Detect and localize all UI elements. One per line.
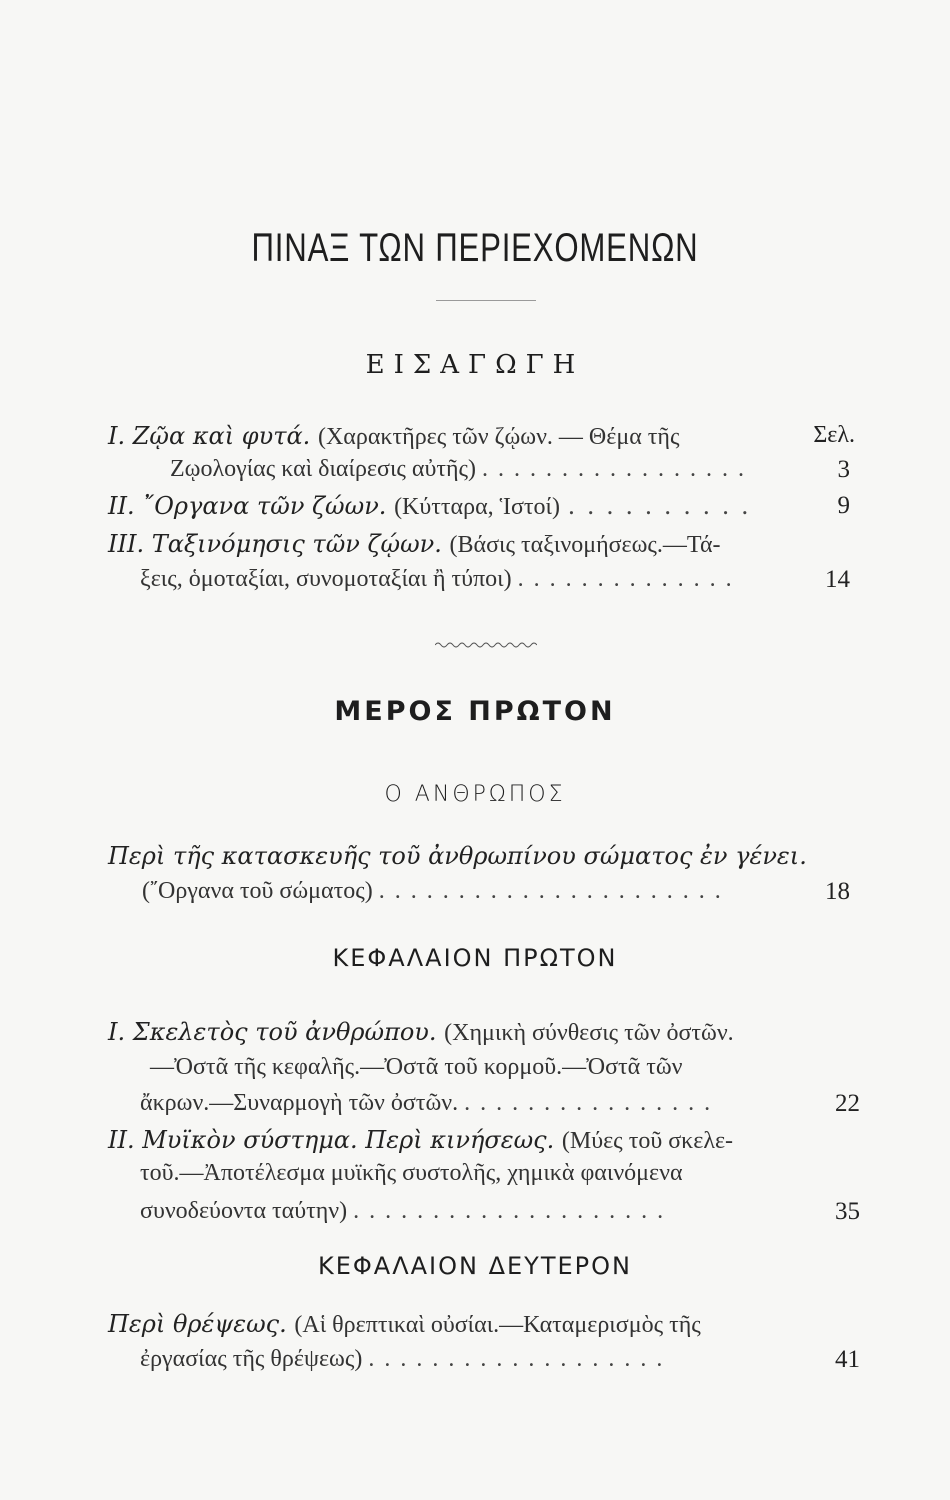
part-entry-line2 — [142, 878, 723, 905]
part-entry-desc: (῎Οργανα τοῦ σώματος) — [142, 878, 373, 904]
intro-entry-3-title: III. Ταξινόμησις τῶν ζῴων. — [108, 530, 442, 558]
intro-heading: ΕΙΣΑΓΩΓΗ — [365, 350, 585, 380]
chapter1-entry-2-desc-end: συνοδεύοντα ταύτην) — [140, 1198, 348, 1224]
intro-entry-1-title: I. Ζῷα καὶ φυτά. — [108, 422, 311, 450]
chapter1-entry-2-desc-cont: τοῦ.—Ἀποτέλεσμα μυϊκῆς συστολῆς, χημικὰ φαινόμενα — [140, 1160, 683, 1186]
chapter1-entry-2-title: II. Μυϊκὸν σύστημα. Περὶ κινήσεως. — [108, 1126, 555, 1154]
intro-entry-3-line1 — [108, 530, 721, 559]
part-entry-page: 18 — [825, 878, 850, 905]
chapter1-heading: ΚΕΦΑΛΑΙΟΝ ΠΡΩΤΟΝ — [332, 944, 618, 972]
chapter1-entry-2-line3 — [140, 1198, 665, 1225]
title-rule — [436, 300, 536, 301]
leader-dots: . . . . . . . . . . . . . . — [517, 566, 734, 592]
intro-entry-1-line1 — [108, 422, 679, 451]
leader-dots: . . . . . . . . . . . . . . . . . — [482, 456, 747, 482]
chapter2-entry-line2 — [140, 1346, 664, 1373]
part-subheading: Ο ΑΝΘΡΩΠΟΣ — [384, 782, 566, 807]
chapter2-entry-desc: (Αἱ θρεπτικαὶ οὐσίαι.—Καταμερισμὸς τῆς — [294, 1312, 701, 1338]
intro-entry-3-desc: (Βάσις ταξινομήσεως.—Τά- — [449, 532, 721, 558]
leader-dots: . . . . . . . . . . . . . . . . . . . . — [353, 1198, 666, 1224]
chapter1-entry-1-desc-cont: —Ὀστᾶ τῆς κεφαλῆς.—Ὀστᾶ τοῦ κορμοῦ.—Ὀστᾶ τῶν — [150, 1054, 683, 1080]
page-title: ΠΙΝΑΞ ΤΩΝ ΠΕΡΙΕΧΟΜΕΝΩΝ — [251, 226, 699, 270]
intro-entry-2-title: II. ῎Οργανα τῶν ζώων. — [108, 492, 387, 520]
part-heading: ΜΕΡΟΣ ΠΡΩΤΟΝ — [334, 696, 616, 727]
intro-entry-3-desc-cont: ξεις, ὁμοταξίαι, συνομοταξίαι ἢ τύποι) — [140, 566, 512, 592]
chapter2-heading: ΚΕΦΑΛΑΙΟΝ ΔΕΥΤΕΡΟΝ — [318, 1252, 632, 1280]
intro-entry-3-page: 14 — [825, 566, 850, 593]
intro-entry-1-desc: (Χαρακτῆρες τῶν ζῴων. — Θέμα τῆς — [317, 424, 680, 450]
sel-label: Σελ. — [813, 422, 855, 448]
leader-dots: . . . . . . . . . . . . . . . . . . . — [368, 1346, 665, 1372]
intro-entry-1-line2 — [170, 456, 746, 483]
chapter2-entry-title: Περὶ θρέψεως. — [108, 1310, 287, 1338]
chapter1-entry-2-line1 — [108, 1126, 733, 1155]
chapter1-entry-1-desc-end: ἄκρων.—Συναρμογὴ τῶν ὀστῶν. — [140, 1090, 459, 1116]
intro-entry-1-desc-cont: Ζῳολογίας καὶ διαίρεσις αὐτῆς) — [170, 456, 477, 482]
chapter1-entry-1-desc: (Χημικὴ σύνθεσις τῶν ὀστῶν. — [444, 1020, 734, 1046]
chapter1-entry-1-page: 22 — [835, 1090, 860, 1117]
part-entry-title: Περὶ τῆς κατασκευῆς τοῦ ἀνθρωπίνου σώματος ἐν γένει. — [108, 842, 807, 870]
chapter2-entry-page: 41 — [835, 1346, 860, 1373]
chapter2-entry-desc-cont: ἐργασίας τῆς θρέψεως) — [140, 1346, 363, 1372]
chapter1-entry-1-line3 — [140, 1090, 712, 1117]
chapter1-entry-1-title: I. Σκελετὸς τοῦ ἀνθρώπου. — [108, 1018, 437, 1046]
intro-entry-2-line1 — [108, 492, 751, 521]
leader-dots: . . . . . . . . . . — [567, 492, 751, 520]
chapter1-entry-2-page: 35 — [835, 1198, 860, 1225]
wavy-divider — [435, 640, 537, 650]
chapter1-entry-1-line2 — [150, 1054, 683, 1081]
chapter1-entry-1-line1 — [108, 1018, 734, 1047]
chapter1-entry-2-line2 — [140, 1160, 683, 1187]
intro-entry-2-page: 9 — [837, 492, 850, 519]
intro-entry-3-line2 — [140, 566, 734, 593]
leader-dots: . . . . . . . . . . . . . . . . — [464, 1090, 713, 1116]
part-entry-line1 — [108, 842, 807, 870]
chapter2-entry-line1 — [108, 1310, 701, 1339]
leader-dots: . . . . . . . . . . . . . . . . . . . . . . — [378, 878, 723, 904]
intro-entry-2-desc: (Κύτταρα, Ἱστοί) — [394, 494, 560, 520]
intro-entry-1-page: 3 — [837, 456, 850, 483]
chapter1-entry-2-desc: (Μύες τοῦ σκελε- — [561, 1128, 734, 1154]
